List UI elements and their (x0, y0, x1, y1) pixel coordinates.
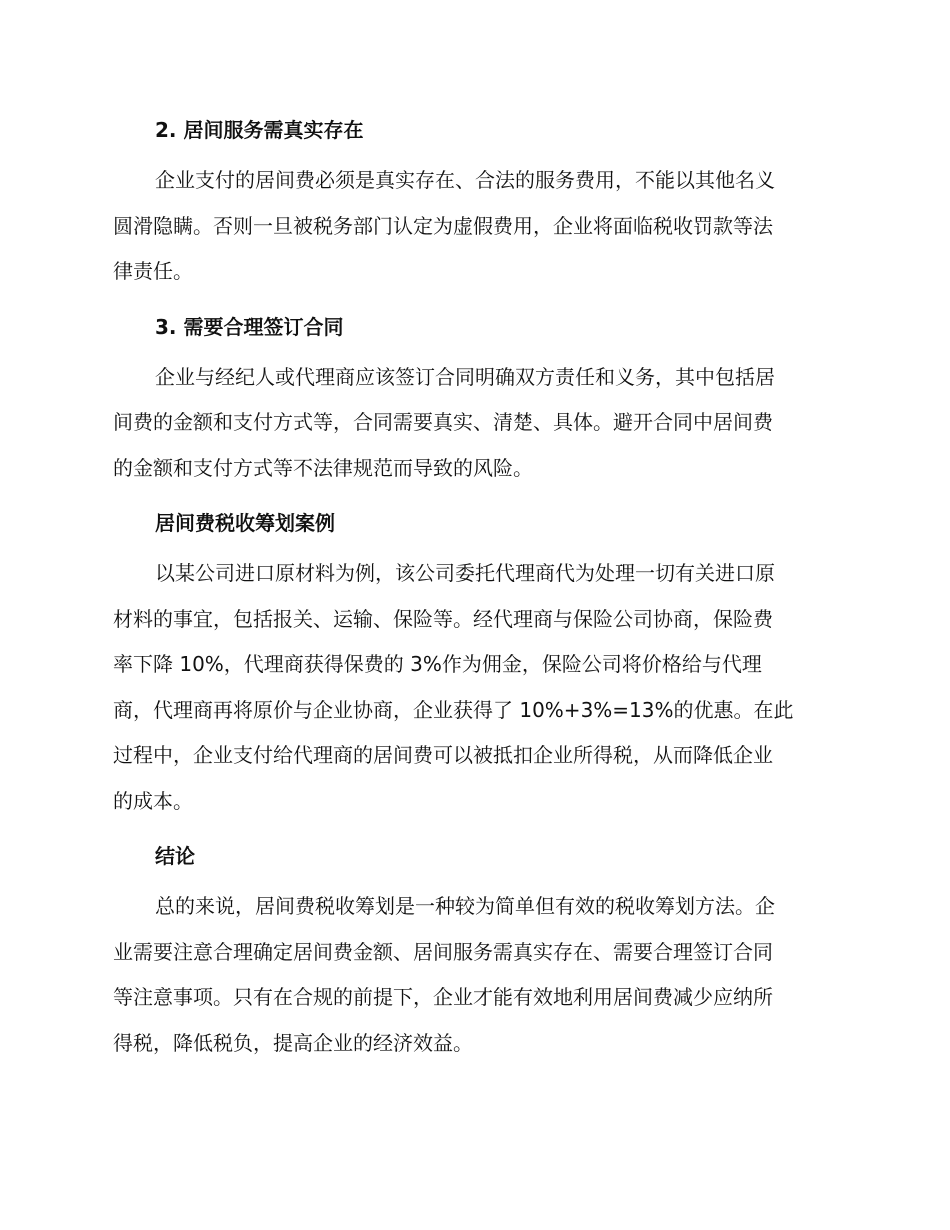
paragraph-line: 企业与经纪人或代理商应该签订合同明确双方责任和义务，其中包括居 (155, 364, 775, 389)
paragraph-line: 材料的事宜，包括报关、运输、保险等。经代理商与保险公司协商，保险费 (113, 606, 773, 631)
paragraph-real-service (113, 158, 833, 295)
paragraph-line: 得税，降低税负，提高企业的经济效益。 (113, 1030, 473, 1055)
section-heading-real-service: 2. 居间服务需真实存在 (155, 118, 364, 142)
paragraph-line: 商，代理商再将原价与企业协商，企业获得了 10%+3%=13%的优惠。在此 (113, 697, 794, 722)
section-heading-case-study: 居间费税收筹划案例 (155, 511, 335, 535)
paragraph-line: 以某公司进口原材料为例，该公司委托代理商代为处理一切有关进口原 (155, 561, 775, 585)
paragraph-line: 率下降 10%，代理商获得保费的 3%作为佣金，保险公司将价格给与代理 (113, 652, 762, 676)
paragraph-line: 的金额和支付方式等不法律规范而导致的风险。 (113, 455, 533, 480)
paragraph-line: 等注意事项。只有在合规的前提下，企业才能有效地利用居间费减少应纳所 (113, 985, 773, 1009)
paragraph-line: 过程中，企业支付给代理商的居间费可以被抵扣企业所得税，从而降低企业 (113, 743, 773, 767)
paragraph-case-study (113, 551, 833, 824)
paragraph-line: 圆滑隐瞒。否则一旦被税务部门认定为虚假费用，企业将面临税收罚款等法 (113, 213, 773, 238)
paragraph-line: 业需要注意合理确定居间费金额、居间服务需真实存在、需要合理签订合同 (113, 939, 773, 964)
paragraph-conclusion (113, 884, 833, 1066)
section-heading-conclusion: 结论 (155, 844, 195, 868)
paragraph-line: 总的来说，居间费税收筹划是一种较为简单但有效的税收筹划方法。企 (155, 894, 775, 918)
paragraph-line: 的成本。 (113, 788, 193, 813)
paragraph-line: 企业支付的居间费必须是真实存在、合法的服务费用，不能以其他名义 (155, 168, 775, 192)
paragraph-contract (113, 355, 833, 492)
document-body (113, 108, 833, 1076)
section-heading-contract: 3. 需要合理签订合同 (155, 314, 344, 339)
paragraph-line: 律责任。 (113, 259, 193, 283)
paragraph-line: 间费的金额和支付方式等，合同需要真实、清楚、具体。避开合同中居间费 (113, 410, 773, 434)
